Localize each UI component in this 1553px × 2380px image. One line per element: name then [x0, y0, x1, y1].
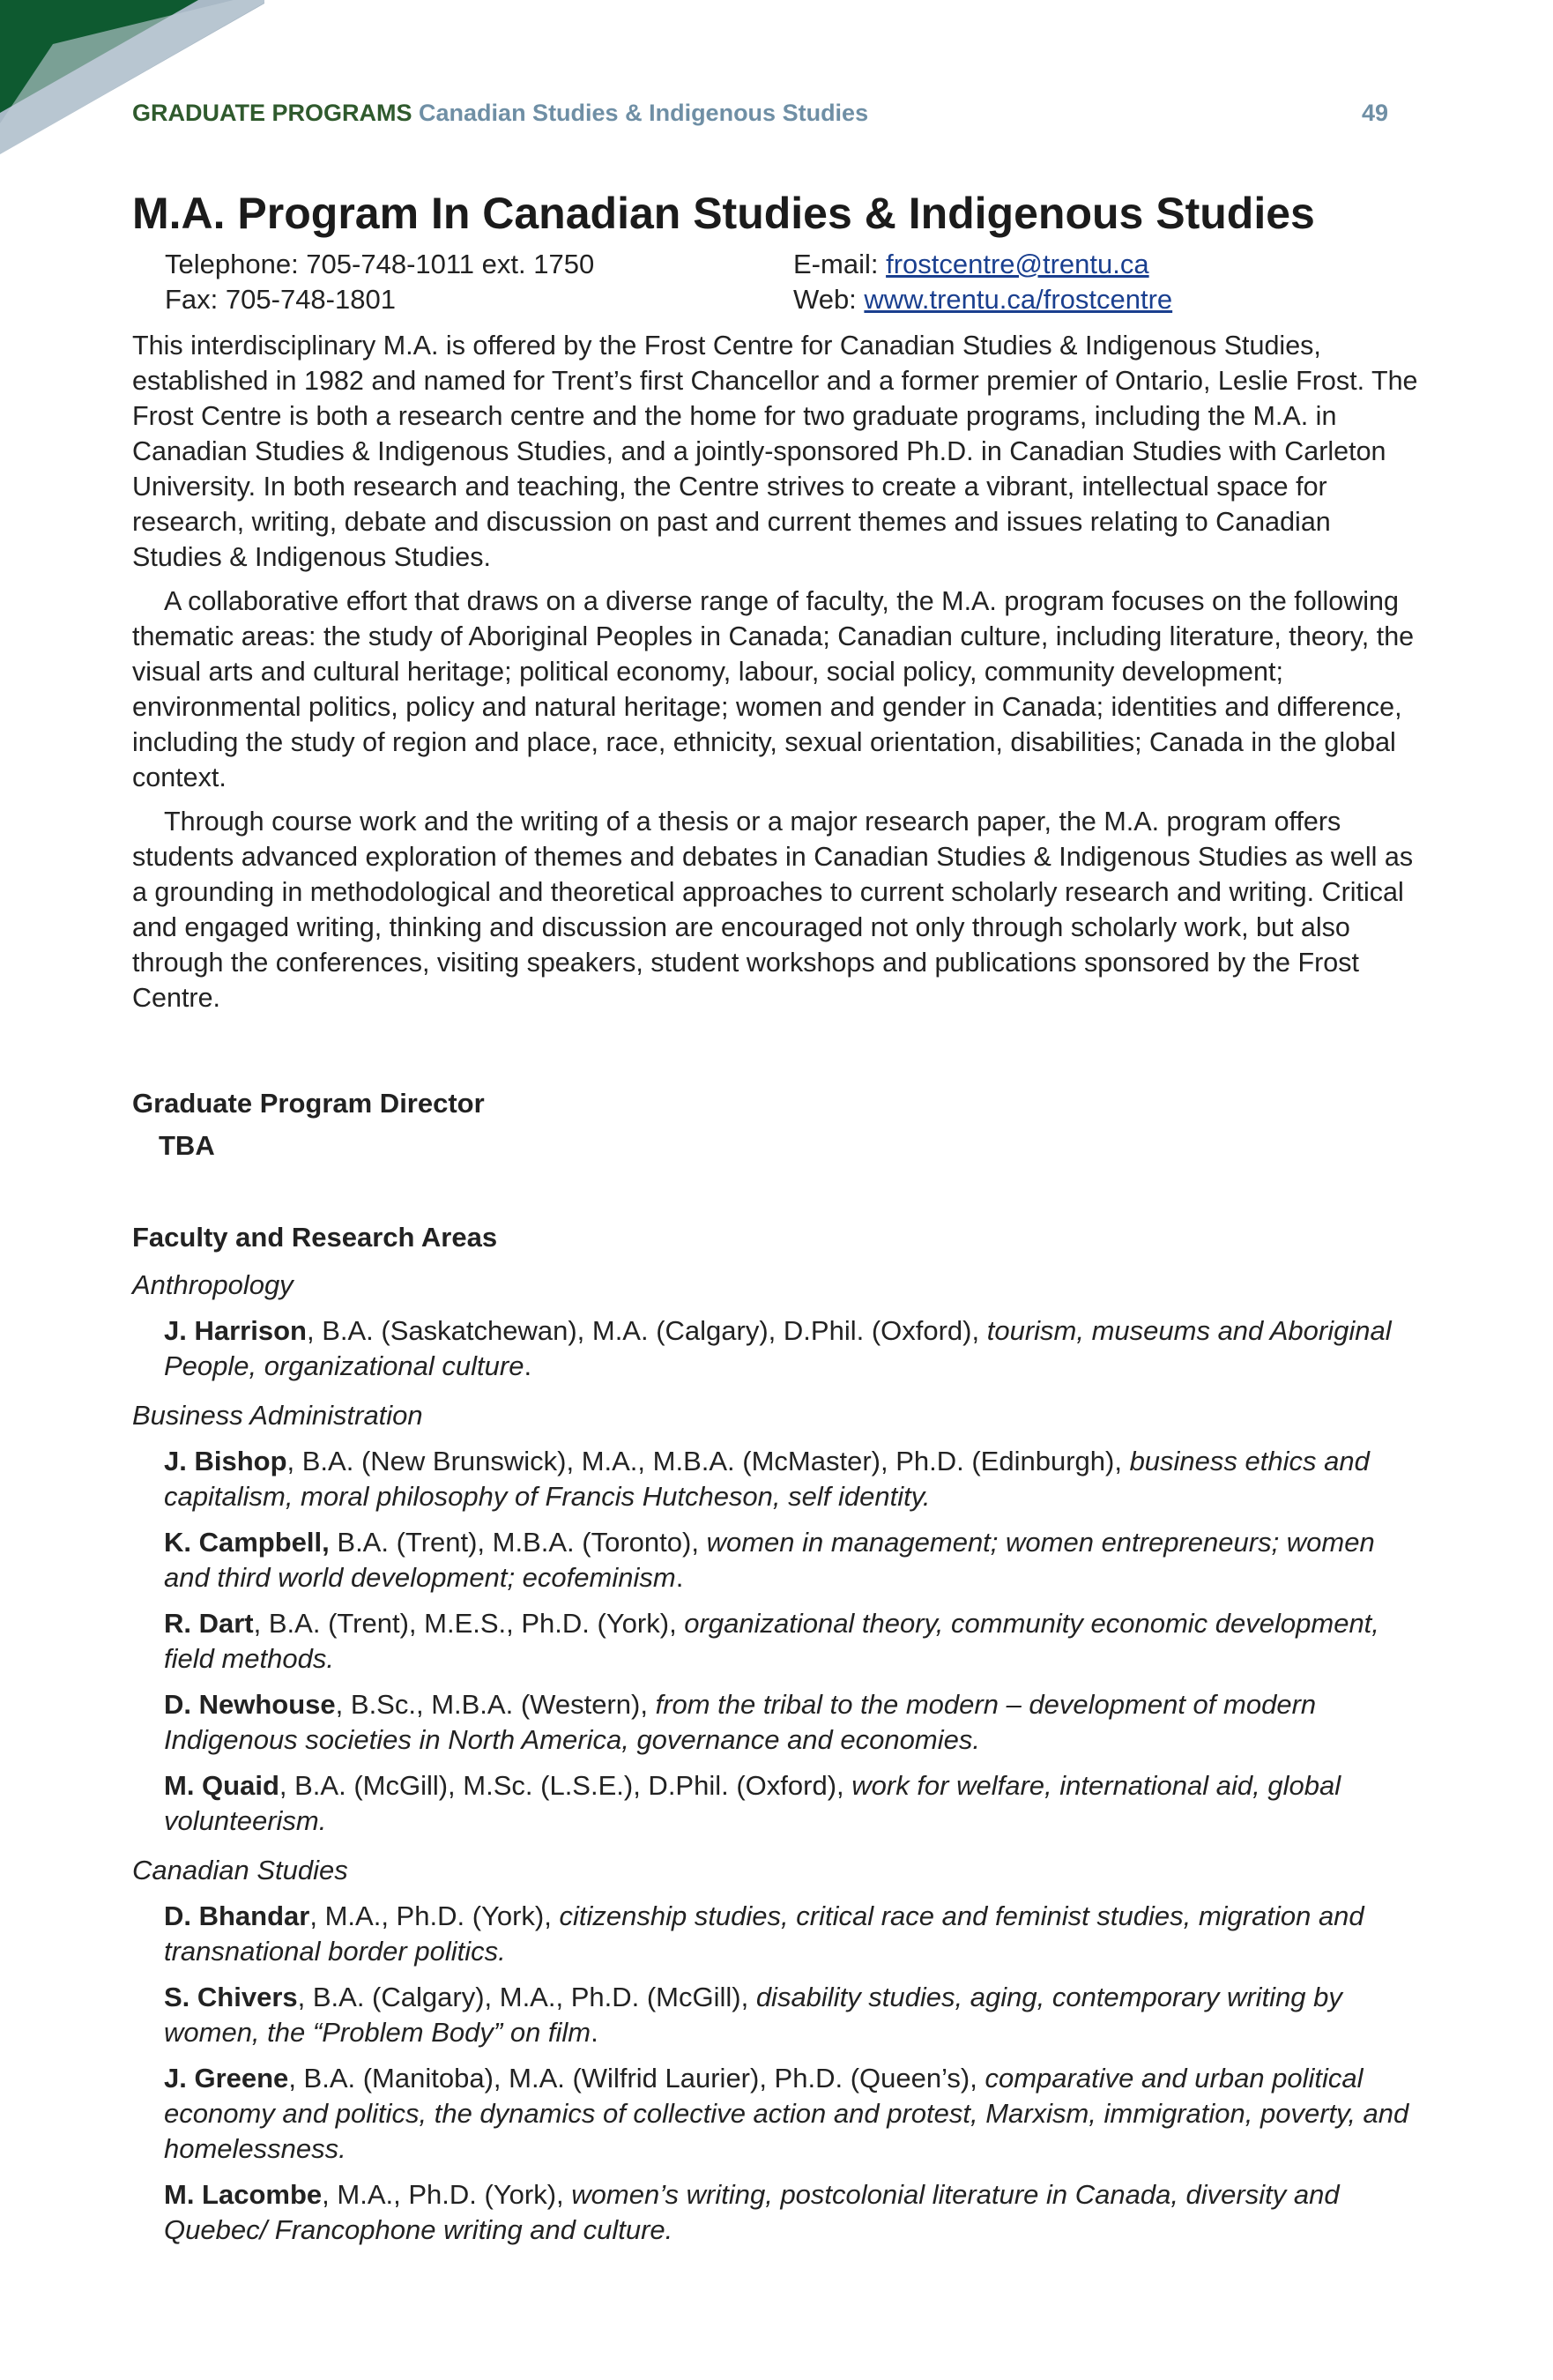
faculty-entry-end: . — [675, 1562, 684, 1593]
faculty-heading: Faculty and Research Areas — [132, 1222, 498, 1253]
faculty-name: M. Quaid — [164, 1770, 279, 1801]
web-label: Web: — [793, 284, 865, 315]
faculty-research-interests: disability studies, aging, contemporary writing by women, the “Problem Body” on film — [164, 1982, 1342, 2048]
faculty-research-interests: women in management; women entrepreneurs; women and third world development; ecofeminism — [164, 1527, 1375, 1593]
running-header — [132, 100, 1388, 135]
header-section: GRADUATE PROGRAMS — [132, 100, 412, 126]
faculty-name-separator: , — [279, 1770, 295, 1801]
faculty-research-interests: women’s writing, postcolonial literature in Canada, diversity and Quebec/ Francophone writing and culture. — [164, 2179, 1340, 2245]
contact-phone-fax — [165, 247, 594, 317]
faculty-research-interests: from the tribal to the modern – development of modern Indigenous societies in North America, governance and economies. — [164, 1689, 1317, 1755]
fax: Fax: 705-748-1801 — [165, 284, 396, 315]
faculty-member — [164, 1687, 1423, 1758]
telephone: Telephone: 705-748-1011 ext. 1750 — [165, 249, 595, 279]
faculty-degrees: B.A. (Manitoba), M.A. (Wilfrid Laurier), Ph.D. (Queen’s), — [303, 2063, 985, 2094]
faculty-research-interests: work for welfare, international aid, global volunteerism. — [164, 1770, 1341, 1836]
faculty-degrees: M.A., Ph.D. (York), — [324, 1900, 560, 1931]
faculty-name-separator: , — [322, 2179, 338, 2210]
director-heading: Graduate Program Director — [132, 1088, 485, 1119]
email-link[interactable]: frostcentre@trentu.ca — [886, 249, 1149, 279]
faculty-name-separator: , — [335, 1689, 351, 1720]
research-area-heading: Anthropology — [132, 1269, 294, 1300]
faculty-name: J. Bishop — [164, 1446, 287, 1476]
faculty-name: J. Harrison — [164, 1315, 307, 1346]
faculty-member — [164, 2177, 1423, 2248]
faculty-name-separator: , — [297, 1982, 313, 2012]
faculty-member — [164, 1444, 1423, 1514]
coursework-paragraph: Through course work and the writing of a thesis or a major research paper, the M.A. program offers students advanced exploration of themes and debates in Canadian Studies & Indigenous Studies as well as a grounding in methodological and theoretical approaches to current scholarly research and writing. Critical and engaged writing, thinking and discussion are encouraged not only through scholarly work, but also through the conferences, visiting speakers, student workshops and publications sponsored by the Frost Centre. — [132, 807, 1414, 1013]
faculty-name: K. Campbell, — [164, 1527, 330, 1558]
research-area-heading: Business Administration — [132, 1400, 423, 1431]
faculty-member — [164, 1525, 1423, 1595]
faculty-name-separator: , — [306, 1315, 323, 1346]
contact-info — [165, 247, 1423, 319]
faculty-research-interests: tourism, museums and Aboriginal People, organizational culture — [164, 1315, 1392, 1381]
page-title: M.A. Program In Canadian Studies & Indigenous Studies — [132, 189, 1315, 238]
faculty-degrees: B.A. (Calgary), M.A., Ph.D. (McGill), — [312, 1982, 756, 2012]
faculty-name: J. Greene — [164, 2063, 289, 2094]
faculty-degrees: B.A. (McGill), M.Sc. (L.S.E.), D.Phil. (Oxford), — [294, 1770, 852, 1801]
faculty-research-interests: business ethics and capitalism, moral philosophy of Francis Hutcheson, self identity. — [164, 1446, 1370, 1512]
faculty-research-interests: citizenship studies, critical race and feminist studies, migration and transnational border politics. — [164, 1900, 1364, 1967]
faculty-entry-end: . — [524, 1350, 532, 1381]
email-row — [793, 247, 1172, 282]
page-content — [132, 187, 1423, 2248]
faculty-name: R. Dart — [164, 1608, 254, 1639]
focus-paragraph: A collaborative effort that draws on a diverse range of faculty, the M.A. program focuses on the following thematic areas: the study of Aboriginal Peoples in Canada; Canadian culture, including literature, theory, the visual arts and cultural heritage; political economy, labour, social policy, community development; environmental politics, policy and natural heritage; women and gender in Canada; identities and difference, including the study of region and place, race, ethnicity, sexual orientation, disabilities; Canada in the global context. — [132, 586, 1415, 792]
faculty-degrees: B.A. (Saskatchewan), M.A. (Calgary), D.Phil. (Oxford), — [322, 1315, 987, 1346]
faculty-degrees: B.A. (Trent), M.E.S., Ph.D. (York), — [268, 1608, 685, 1639]
faculty-member — [164, 1606, 1423, 1677]
faculty-list — [132, 1268, 1423, 2248]
faculty-degrees: B.A. (Trent), M.B.A. (Toronto), — [337, 1527, 707, 1558]
header-subsection: Canadian Studies & Indigenous Studies — [419, 100, 869, 126]
faculty-degrees: B.A. (New Brunswick), M.A., M.B.A. (McMaster), Ph.D. (Edinburgh), — [301, 1446, 1130, 1476]
faculty-name-separator: , — [309, 1900, 325, 1931]
faculty-name: D. Bhandar — [164, 1900, 310, 1931]
faculty-member — [164, 1768, 1423, 1839]
faculty-degrees: B.Sc., M.B.A. (Western), — [350, 1689, 656, 1720]
intro-paragraph: This interdisciplinary M.A. is offered by the Frost Centre for Canadian Studies & Indigenous Studies, established in 1982 and named for Trent’s first Chancellor and a former premier of Ontario, Leslie Frost. The Frost Centre is both a research centre and the home for two graduate programs, including the M.A. in Canadian Studies & Indigenous Studies, and a jointly-sponsored Ph.D. in Canadian Studies with Carleton University. In both research and teaching, the Centre strives to create a vibrant, intellectual space for research, writing, debate and discussion on past and current themes and issues relating to Canadian Studies & Indigenous Studies. — [132, 331, 1418, 572]
faculty-name-separator: , — [286, 1446, 302, 1476]
faculty-name-separator: , — [253, 1608, 269, 1639]
faculty-name: D. Newhouse — [164, 1689, 336, 1720]
faculty-research-interests: comparative and urban political economy and politics, the dynamics of collective action and protest, Marxism, immigration, poverty, and homelessness. — [164, 2063, 1409, 2164]
faculty-member — [164, 1899, 1423, 1969]
director-name: TBA — [159, 1130, 215, 1161]
page-number: 49 — [1361, 100, 1388, 126]
faculty-degrees: M.A., Ph.D. (York), — [337, 2179, 572, 2210]
faculty-entry-end: . — [591, 2017, 598, 2048]
faculty-name: S. Chivers — [164, 1982, 298, 2012]
faculty-research-interests: organizational theory, community economic development, field methods. — [164, 1608, 1379, 1674]
web-link[interactable]: www.trentu.ca/frostcentre — [864, 284, 1173, 315]
email-label: E-mail: — [793, 249, 887, 279]
faculty-member — [164, 2061, 1423, 2167]
corner-decoration — [0, 0, 264, 167]
faculty-name: M. Lacombe — [164, 2179, 323, 2210]
contact-email-web — [793, 247, 1172, 317]
faculty-member — [164, 1313, 1423, 1384]
faculty-name-separator: , — [288, 2063, 304, 2094]
faculty-member — [164, 1980, 1423, 2050]
web-row — [793, 282, 1172, 317]
research-area-heading: Canadian Studies — [132, 1855, 348, 1885]
